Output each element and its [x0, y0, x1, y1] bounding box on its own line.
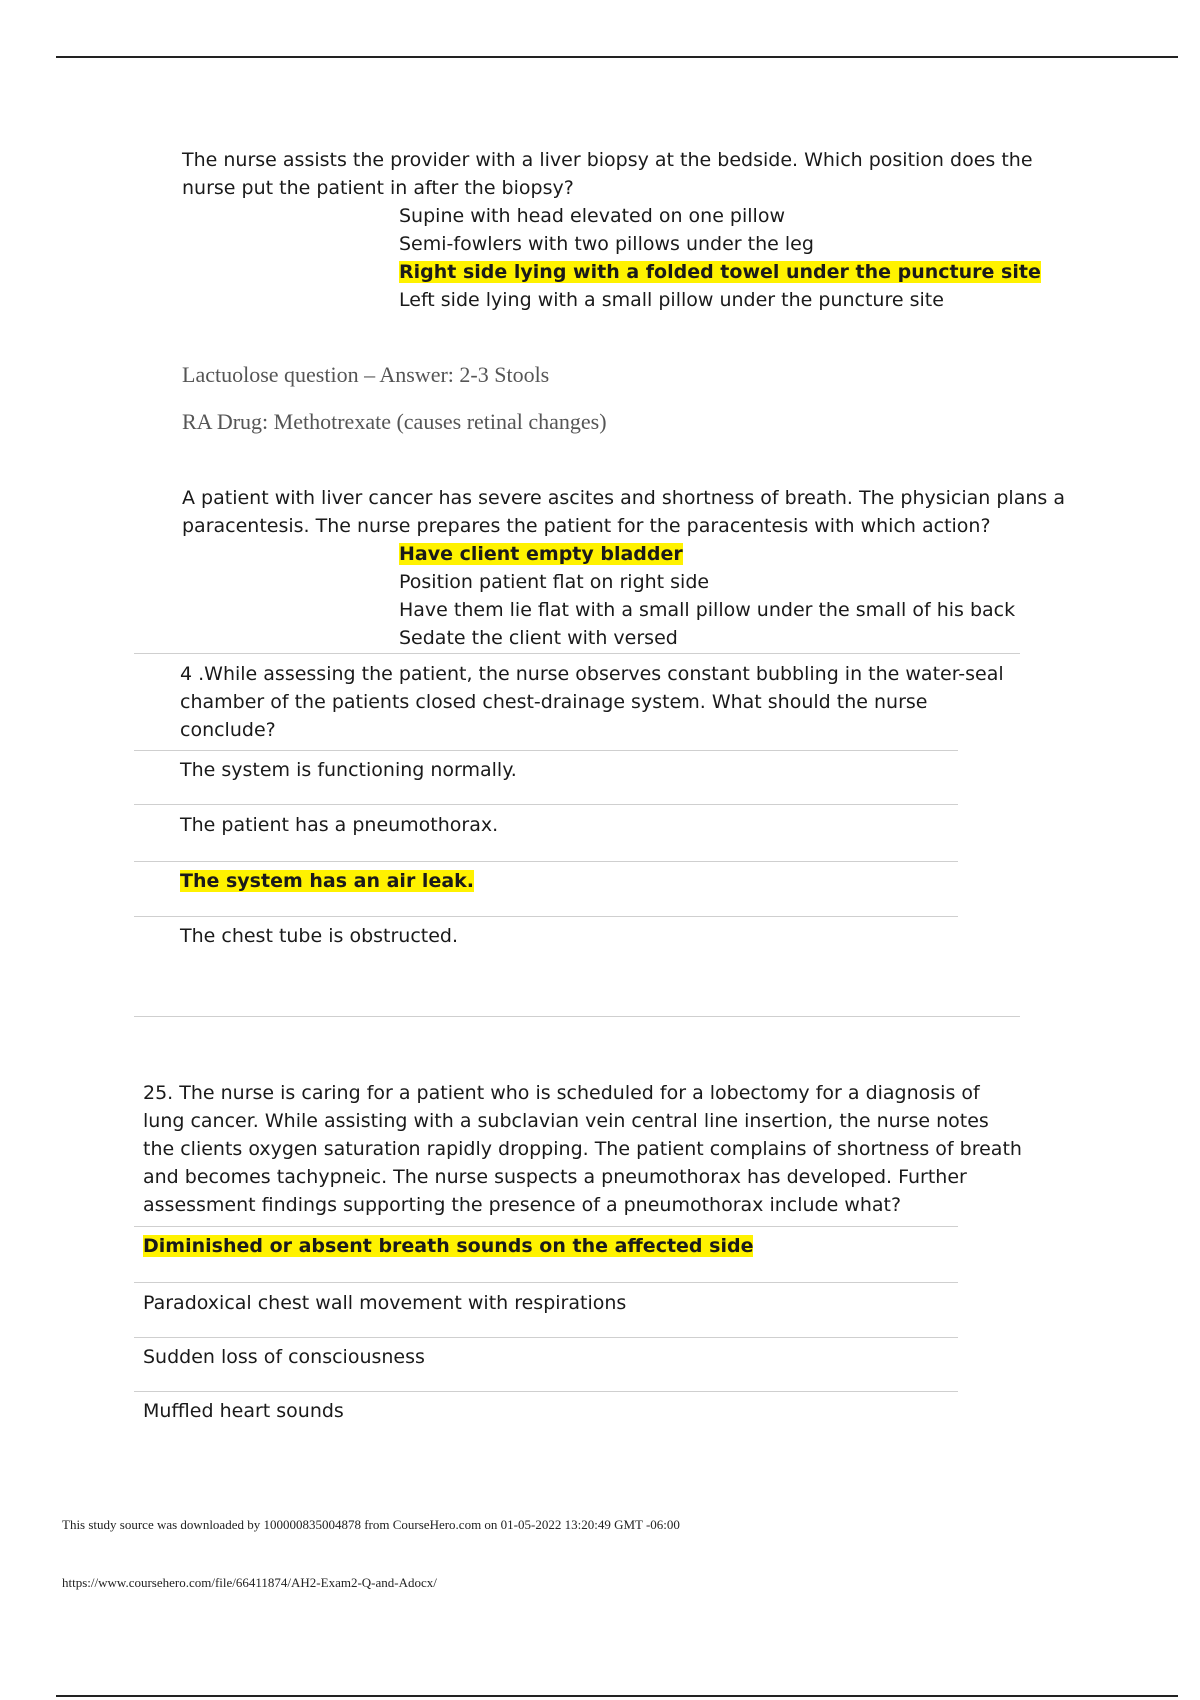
divider — [134, 750, 958, 751]
bottom-rule — [56, 1695, 1178, 1697]
source-url[interactable]: https://www.coursehero.com/file/66411874/AH2-Exam2-Q-and-Adocx/ — [62, 1575, 437, 1590]
option: The patient has a pneumothorax. — [180, 814, 499, 836]
option: Muffled heart sounds — [143, 1400, 344, 1422]
question-stem: 4 .While assessing the patient, the nurse observes constant bubbling in the water-seal chamber of the patients closed chest-drainage system. What should the nurse conclude? — [180, 663, 1004, 741]
option-correct: Diminished or absent breath sounds on the affected side — [143, 1235, 754, 1257]
divider — [134, 804, 958, 805]
divider — [134, 916, 958, 917]
option-correct: Have client empty bladder — [399, 543, 683, 565]
top-rule — [56, 56, 1178, 58]
note-lactulose: Lactuolose question – Answer: 2-3 Stools — [182, 362, 550, 387]
question-liver-biopsy — [182, 146, 1082, 202]
divider — [134, 1016, 1020, 1017]
option: The chest tube is obstructed. — [180, 925, 459, 947]
option: Supine with head elevated on one pillow — [399, 205, 785, 227]
option: The system is functioning normally. — [180, 759, 517, 781]
note-ra-drug: RA Drug: Methotrexate (causes retinal changes) — [182, 409, 607, 434]
divider — [134, 1337, 958, 1338]
option: Have them lie flat with a small pillow under the small of his back — [399, 599, 1016, 621]
option: Sedate the client with versed — [399, 627, 678, 649]
question-paracentesis — [182, 484, 1082, 540]
divider — [134, 1282, 958, 1283]
question-stem: 25. The nurse is caring for a patient who is scheduled for a lobectomy for a diagnosis of lung cancer. While assisting with a subclavian vein central line insertion, the nurse notes the clients oxygen saturation rapidly dropping. The patient complains of shortness of breath and becomes tachypneic. The nurse suspects a pneumothorax has developed. Further assessment findings supporting the presence of a pneumothorax include what? — [143, 1082, 1022, 1216]
option: Semi-fowlers with two pillows under the leg — [399, 233, 814, 255]
source-notice: This study source was downloaded by 100000835004878 from CourseHero.com on 01-05-2022 13:20:49 GMT -06:00 — [62, 1517, 680, 1532]
divider — [134, 861, 958, 862]
option: Paradoxical chest wall movement with respirations — [143, 1292, 627, 1314]
option: Sudden loss of consciousness — [143, 1346, 425, 1368]
question-stem: A patient with liver cancer has severe ascites and shortness of breath. The physician plans a paracentesis. The nurse prepares the patient for the paracentesis with which action? — [182, 487, 1065, 537]
options-paracentesis — [399, 540, 1015, 652]
question-pneumothorax — [143, 1079, 1023, 1219]
question-stem: The nurse assists the provider with a liver biopsy at the bedside. Which position does the nurse put the patient in after the biopsy? — [182, 149, 1033, 199]
divider — [134, 653, 1020, 654]
divider — [134, 1226, 958, 1227]
question-chest-drainage — [180, 660, 1020, 744]
option-correct: The system has an air leak. — [180, 870, 474, 892]
option: Left side lying with a small pillow under the puncture site — [399, 289, 944, 311]
divider — [134, 1391, 958, 1392]
options-liver-biopsy — [399, 202, 1041, 314]
option: Position patient flat on right side — [399, 571, 710, 593]
option-correct: Right side lying with a folded towel under the puncture site — [399, 261, 1041, 283]
